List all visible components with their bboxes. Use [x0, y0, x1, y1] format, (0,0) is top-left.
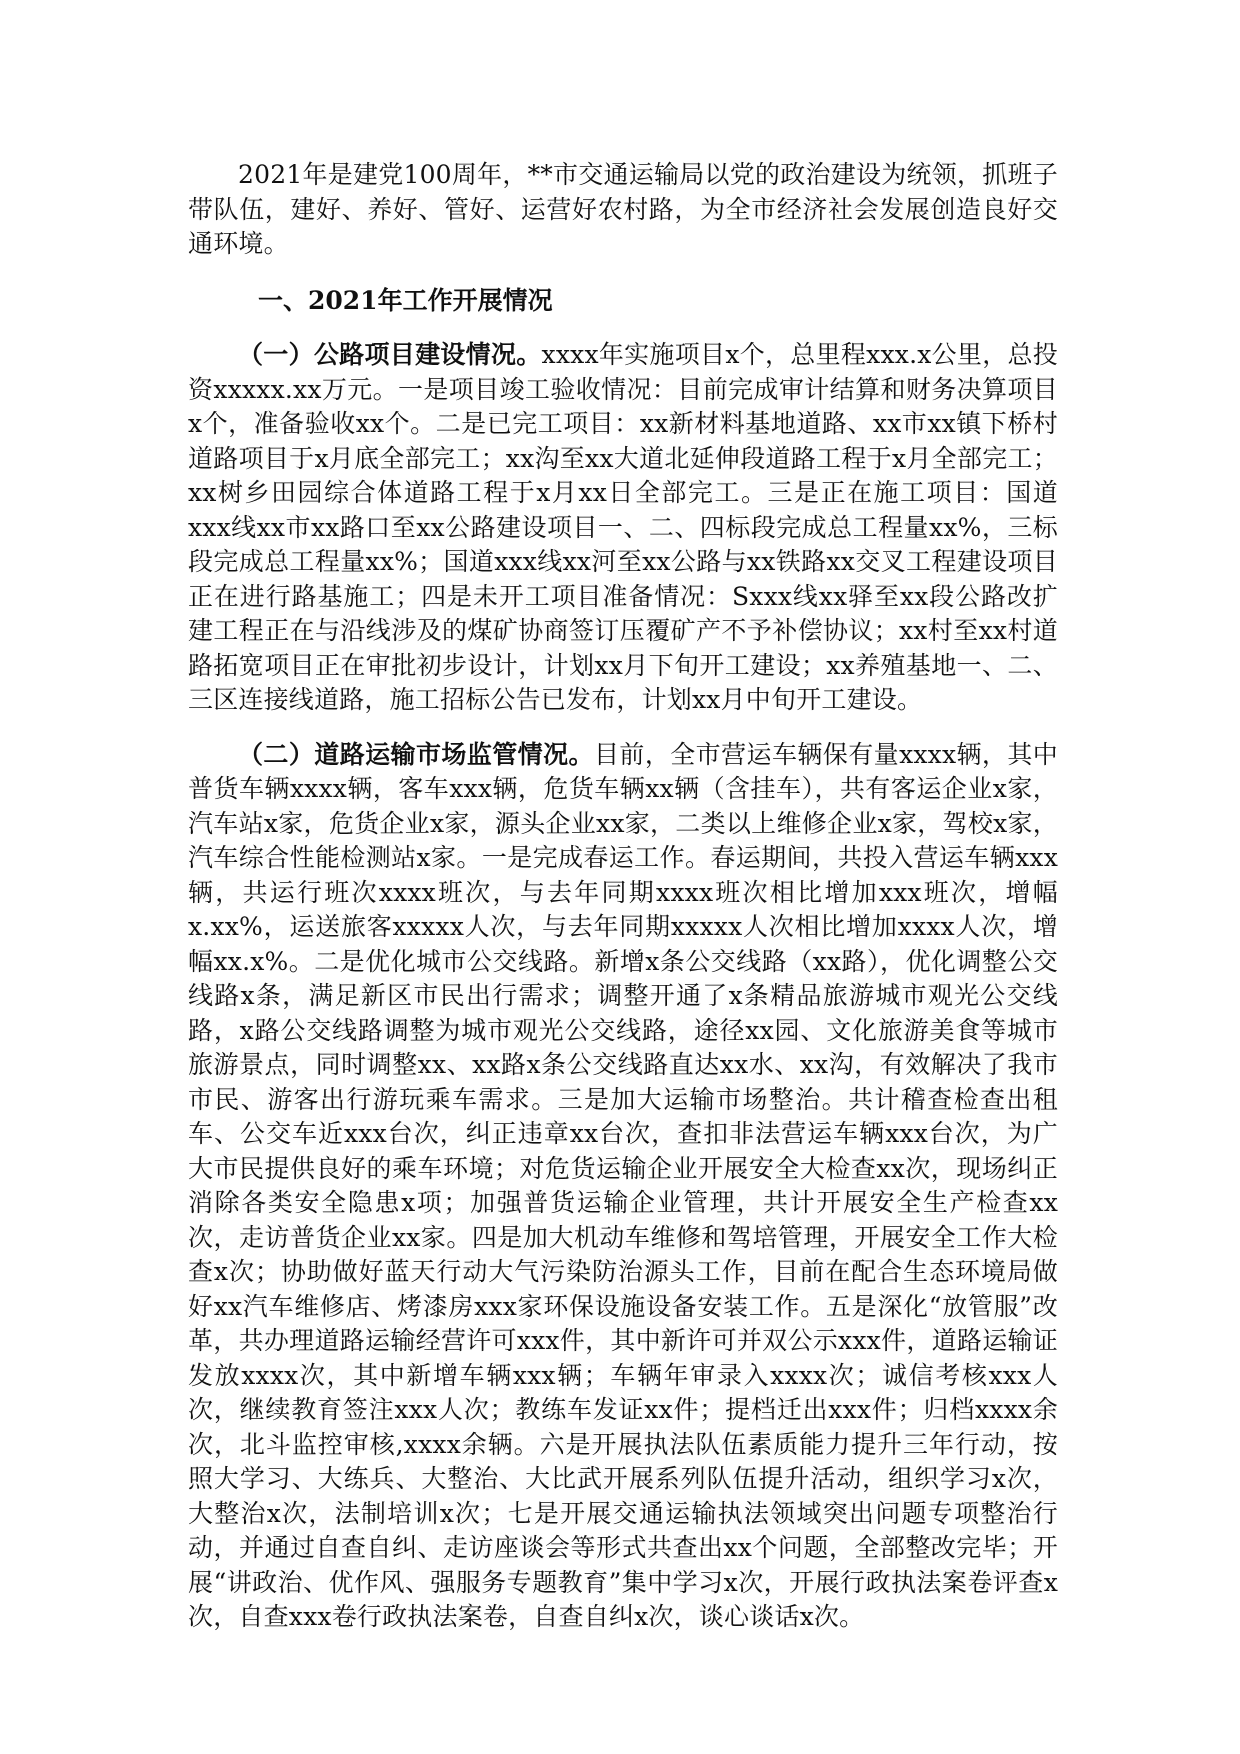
subsection-body: xxxx年实施项目x个，总里程xxx.x公里，总投资xxxxx.xx万元。一是项目竣工验收情况：目前完成审计结算和财务决算项目x个，准备验收xx个。二是已完工项目：xx新材料基地道路、xx市xx镇下桥村道路项目于x月底全部完工；xx沟至xx大道北延伸段道路工程于x月全部完工；xx树乡田园综合体道路工程于x月xx日全部完工。三是正在施工项目：国道xxx线xx市xx路口至xx公路建设项目一、二、四标段完成总工程量xx%，三标段完成总工程量xx%；国道xxx线xx河至xx公路与xx铁路xx交叉工程建设项目正在进行路基施工；四是未开工项目准备情况：Sxxx线xx驿至xx段公路改扩建工程正在与沿线涉及的煤矿协商签订压覆矿产不予补偿协议；xx村至xx村道路拓宽项目正在审批初步设计，计划xx月下旬开工建设；xx养殖基地一、二、三区连接线道路，施工招标公告已发布，计划xx月中旬开工建设。 — [188, 340, 1058, 714]
section-heading: 一、2021年工作开展情况 — [258, 285, 553, 315]
subsection-highway-construction — [188, 338, 1058, 718]
subsection-title: （一）公路项目建设情况。 — [238, 340, 542, 369]
subsection-title: （二）道路运输市场监管情况。 — [238, 739, 594, 769]
document-page — [188, 158, 1058, 1655]
subsection-transport-market — [188, 738, 1058, 1635]
intro-paragraph: 2021年是建党100周年，**市交通运输局以党的政治建设为统领，抓班子带队伍，建好、养好、管好、运营好农村路，为全市经济社会发展创造良好交通环境。 — [188, 160, 1058, 258]
subsection-body: 目前，全市营运车辆保有量xxxx辆，其中普货车辆xxxx辆，客车xxx辆，危货车辆xx辆（含挂车），共有客运企业x家，汽车站x家，危货企业x家，源头企业xx家，二类以上维修企业x家，驾校x家，汽车综合性能检测站x家。一是完成春运工作。春运期间，共投入营运车辆xxx辆，共运行班次xxxx班次，与去年同期xxxx班次相比增加xxx班次，增幅x.xx%，运送旅客xxxxx人次，与去年同期xxxxx人次相比增加xxxx人次，增幅xx.x%。二是优化城市公交线路。新增x条公交线路（xx路），优化调整公交线路x条，满足新区市民出行需求；调整开通了x条精品旅游城市观光公交线路，x路公交线路调整为城市观光公交线路，途径xx园、文化旅游美食等城市旅游景点，同时调整xx、xx路x条公交线路直达xx水、xx沟，有效解决了我市市民、游客出行游玩乘车需求。三是加大运输市场整治。共计稽查检查出租车、公交车近xxx台次，纠正违章xx台次，查扣非法营运车辆xxx台次，为广大市民提供良好的乘车环境；对危货运输企业开展安全大检查xx次，现场纠正消除各类安全隐患x项；加强普货运输企业管理，共计开展安全生产检查xx次，走访普货企业xx家。四是加大机动车维修和驾培管理，开展安全工作大检查x次；协助做好蓝天行动大气污染防治源头工作，目前在配合生态环境局做好xx汽车维修店、烤漆房xxx家环保设施设备安装工作。五是深化“放管服”改革，共办理道路运输经营许可xxx件，其中新许可并双公示xxx件，道路运输证发放xxxx次，其中新增车辆xxx辆；车辆年审录入xxxx次；诚信考核xxx人次，继续教育签注xxx人次；教练车发证xx件；提档迁出xxx件；归档xxxx余次，北斗监控审核,xxxx余辆。六是开展执法队伍素质能力提升三年行动，按照大学习、大练兵、大整治、大比武开展系列队伍提升活动，组织学习x次，大整治x次，法制培训x次；七是开展交通运输执法领域突出问题专项整治行动，并通过自查自纠、走访座谈会等形式共查出xx个问题，全部整改完毕；开展“讲政治、优作风、强服务专题教育”集中学习x次，开展行政执法案卷评查x次，自查xxx卷行政执法案卷，自查自纠x次，谈心谈话x次。 — [188, 739, 1058, 1631]
